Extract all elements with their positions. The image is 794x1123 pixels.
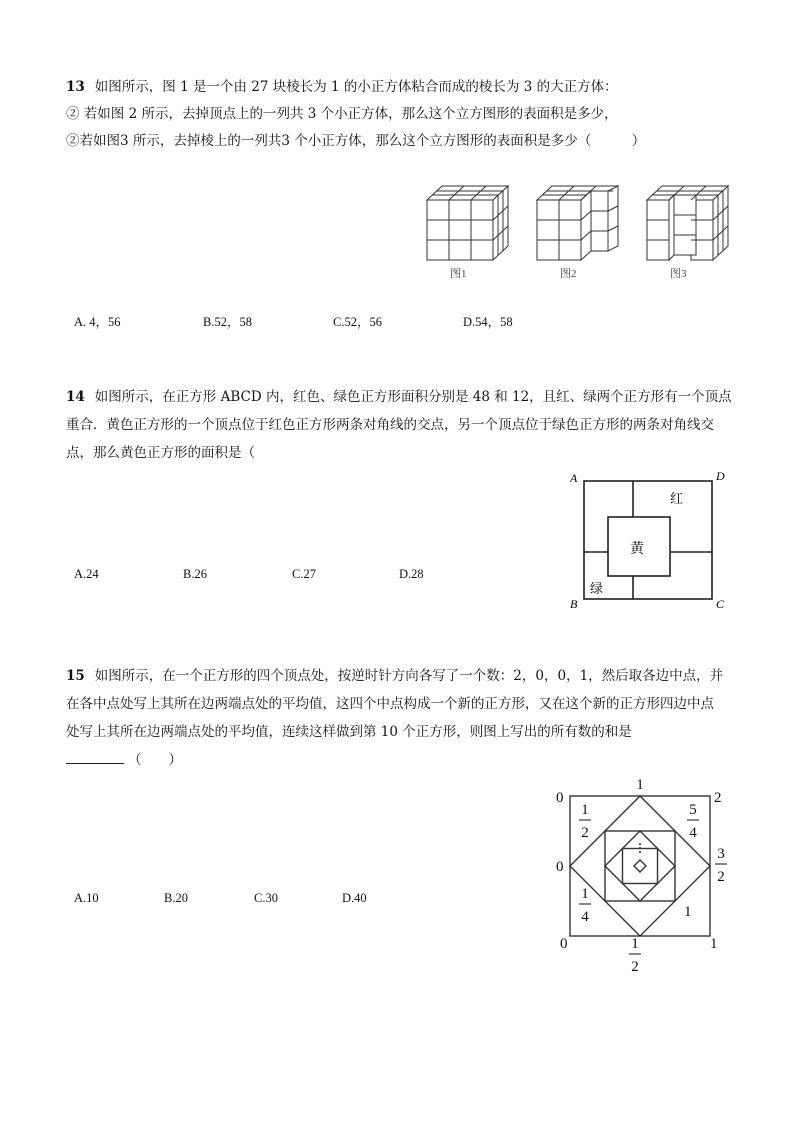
q15-nested-squares-figure <box>552 774 728 978</box>
q13-option-c[interactable]: C.52，56 <box>333 315 382 329</box>
q13-option-d[interactable]: D.54，58 <box>463 315 513 329</box>
q15-number: 15 <box>66 668 85 684</box>
q15-line4-text: （ ） <box>128 752 182 768</box>
q15-line3: 处写上其所在边两端点处的平均值，连续这样做到第 10 个正方形，则图上写出的所有数的和是 <box>66 724 632 740</box>
q14-line1 <box>66 388 732 406</box>
q13-figure-3 <box>647 186 728 260</box>
q14-label-b: B <box>570 597 578 611</box>
q13-part2: ②若如图3 所示，去掉棱上的一列共3 个小正方体，那么这个立方图形的表面积是多少（ ） <box>66 133 646 149</box>
q13-figure-2 <box>537 186 618 260</box>
q14-label-c: C <box>716 597 725 611</box>
q14-option-b[interactable]: B.26 <box>183 567 207 581</box>
q14-label-red: 红 <box>670 491 684 506</box>
q13-fig2-label: 图2 <box>560 268 577 280</box>
q13-option-a[interactable]: A. 4，56 <box>74 315 121 329</box>
q15-option-b[interactable]: B.20 <box>164 891 188 905</box>
q14-label-d: D <box>716 469 725 483</box>
q15-mid-right-num: 3 <box>717 846 725 862</box>
q15-mid-right-den: 2 <box>717 869 725 885</box>
q14-option-d[interactable]: D.28 <box>399 567 424 581</box>
q15-answer-blank[interactable] <box>66 751 124 764</box>
q13-cube-figures <box>420 180 730 285</box>
q13-figure-1 <box>427 186 508 260</box>
q14-number: 14 <box>66 389 85 405</box>
q14-option-a[interactable]: A.24 <box>74 567 99 581</box>
q15-corner-bottom-right: 1 <box>710 936 718 952</box>
q14-square-figure <box>566 466 732 612</box>
q15-option-a[interactable]: A.10 <box>74 891 99 905</box>
q15-line1 <box>66 667 723 685</box>
q15-mid-bottom-num: 1 <box>631 936 639 952</box>
q13-fig3-label: 图3 <box>670 268 687 280</box>
q15-line1-text: 如图所示，在一个正方形的四个顶点处，按逆时针方向各写了一个数：2，0，0，1，然后取各边中点，并 <box>94 668 724 684</box>
q13-number: 13 <box>66 79 85 95</box>
q15-corner-bottom-left: 0 <box>560 936 568 952</box>
q14-line3: 点，那么黄色正方形的面积是（ <box>66 445 255 461</box>
q15-mid-top: 1 <box>636 777 644 793</box>
q13-option-b[interactable]: B.52，58 <box>203 315 252 329</box>
q15-mid-left: 0 <box>556 859 564 875</box>
q15-inner-top-left-num: 1 <box>581 802 589 818</box>
q14-option-c[interactable]: C.27 <box>292 567 316 581</box>
q14-label-yellow: 黄 <box>630 542 644 557</box>
q13-stem-text: 如图所示，图 1 是一个由 27 块棱长为 1 的小正方体粘合而成的棱长为 3 的大正方体： <box>94 79 618 95</box>
q14-label-green: 绿 <box>590 581 604 596</box>
q14-line1-text: 如图所示，在正方形 ABCD 内，红色、绿色正方形面积分别是 48 和 12，且红、绿两个正方形有一个顶点 <box>94 389 732 405</box>
q15-inner-top-left-den: 2 <box>581 825 589 841</box>
q15-inner-bottom-left-den: 4 <box>581 909 589 925</box>
q14-label-a: A <box>570 471 578 485</box>
q14-line2: 重合．黄色正方形的一个顶点位于红色正方形两条对角线的交点，另一个顶点位于绿色正方形的两条对角线交 <box>66 417 714 433</box>
q15-inner-bottom-left-num: 1 <box>581 886 589 902</box>
q15-option-d[interactable]: D.40 <box>342 891 367 905</box>
q15-line2: 在各中点处写上其所在边两端点处的平均值，这四个中点构成一个新的正方形，又在这个新的正方形四边中点 <box>66 696 714 712</box>
q15-mid-bottom-den: 2 <box>631 959 639 975</box>
q15-inner-top-right-num: 5 <box>689 802 697 818</box>
q15-inner-top-right-den: 4 <box>689 825 697 841</box>
q13-fig1-label: 图1 <box>450 268 467 280</box>
q15-corner-top-right: 2 <box>714 790 722 806</box>
q15-inner-bottom-right: 1 <box>684 904 692 920</box>
q15-line4 <box>66 751 182 769</box>
q15-corner-top-left: 0 <box>556 790 564 806</box>
q13-part1: ② 若如图 2 所示，去掉顶点上的一列共 3 个小正方体，那么这个立方图形的表面积是多少， <box>66 106 618 122</box>
q13-stem <box>66 78 618 96</box>
q15-option-c[interactable]: C.30 <box>254 891 278 905</box>
